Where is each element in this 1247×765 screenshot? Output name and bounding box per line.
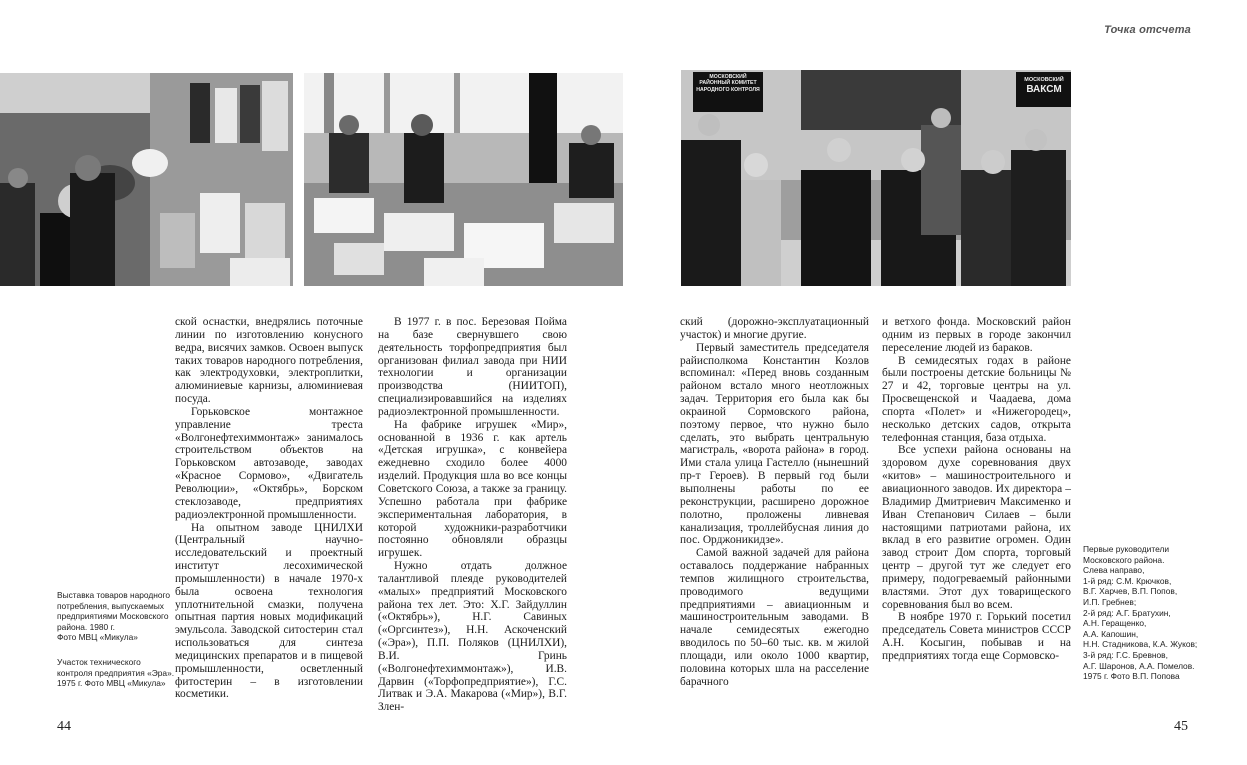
paragraph: Самой важной задачей для района оставалось поддержание набранных темпов жилищного строительства, проводимого ведущими предприятиями – авиационным и машиностроительным заводами. В начале семидесятых ежегодно вводилось по 50–60 тыс. кв. м жилой площади, или около 1000 квартир, половина которых шла на расселение барачного [680,547,869,688]
caption-technical-control: Участок технического контроля предприятия «Эра». 1975 г. Фото МВЦ «Микула» [57,657,175,689]
caption-goods-exhibition: Выставка товаров народного потребления, выпускаемых предприятиями Московского района. 1980 г. Фото МВЦ «Микула» [57,590,171,643]
paragraph: В семидесятых годах в районе были построены детские больницы № 27 и 42, торговые центры на ул. Просвещенской и Чаадаева, дома спорта «Полет» и «Нижегородец», несколько детских садов, открыта телефонная станция, база отдыха. [882,354,1071,444]
photo-sign-left: МОСКОВСКИЙ РАЙОННЫЙ КОМИТЕТ НАРОДНОГО КОНТРОЛЯ [696,74,760,93]
page-number-right: 45 [1174,719,1188,734]
caption-district-leaders: Первые руководители Московского района. Слева направо, 1-й ряд: С.М. Крючков, В.Г. Харчев, В.П. Попов, И.П. Гребнев; 2-й ряд: А.Г. Братухин, А.Н. Геращенко, А.А. Капошин, Н.Н. Стадникова, К.А. Жуков; 3-й ряд: Г.С. Бревнов, А.Г. Шаронов, А.А. Помелов. 1975 г. Фото В.П. Попова [1083,544,1198,682]
paragraph: В 1977 г. в пос. Березовая Пойма на базе свернувшего свою деятельность торфопредприятия был организован филиал завода при НИИ технологии и организации производства (НИИТОП), специализировавшийся на изделиях радиоэлектронной промышленности. [378,316,567,418]
paragraph: В ноябре 1970 г. Горький посетил председатель Совета министров СССР А.Н. Косыгин, побывав и на предприятиях тогда еще Сормовско- [882,611,1071,662]
paragraph: ской оснастки, внедрялись поточные линии по изготовлению конусного ведра, висячих замков. Освоен выпуск таких товаров народного потребления, как электродуховки, электроплитки, алюминиевые карнизы, алюминиевая посуда. [175,316,363,406]
page-number-left: 44 [57,719,71,734]
text-column-right-2 [882,316,1071,663]
paragraph: Все успехи района основаны на здоровом духе соревнования двух «китов» – машиностроительного и авиационного заводов. Их директора – Владимир Дмитриевич Максименко и Иван Степанович Силаев – были настоящими патриотами района, их вклад в его развитие огромен. Один завод строит Дом спорта, торговый центр – другой тут же следует его примеру, подогреваемый районными властями. Этот дух товарищеского соревнования был во всем. [882,444,1071,611]
running-header: Точка отсчета [1104,24,1191,36]
photo-district-leaders [681,70,1071,286]
paragraph: На опытном заводе ЦНИЛХИ (Центральный научно-исследовательский и проектный институт лесохимической промышленности) в начале 1970-х была освоена технология уплотнительной смазки, получена опытная партия новых модификаций эмульсола. Заводской ситостерин стал использоваться для синтеза медицинских препаратов и в пищевой промышленности, осветленный фитостерин – в изготовлении косметики. [175,521,363,701]
paragraph: Горьковское монтажное управление треста «Волгонефтехиммонтаж» занималось строительством объектов на Горьковском автозаводе, заводах «Красное Сормово», «Двигатель Революции», «Октябрь», Борском стеклозаводе, предприятиях радиоэлектронной промышленности. [175,405,363,521]
paragraph: Нужно отдать должное талантливой плеяде руководителей «малых» предприятий Московского района тех лет. Это: Х.Г. Зайдуллин («Октябрь»), Н.Г. Савиных («Оргсинтез»), Н.Н. Аскоченский («Эра»), П.П. Поляков (ЦНИЛХИ), В.И. Гринь («Волгонефтехиммонтаж»), И.В. Дарвин («Торфопредприятие»), Г.С. Литвак и Э.А. Макарова («Мир»), В.Г. Злен- [378,560,567,714]
photo-goods-exhibition [0,73,293,286]
paragraph: На фабрике игрушек «Мир», основанной в 1936 г. как артель «Детская игрушка», с конвейера ежедневно сходило более 4000 изделий. Продукция шла во все концы Советского Союза, а также за границу. Успешно работала при фабрике экспериментальная лаборатория, в которой художники-разработчики постоянно обновляли образцы игрушек. [378,418,567,560]
paragraph: Первый заместитель председателя райисполкома Константин Козлов вспоминал: «Перед вновь созданным районом встало много неотложных задач. Территория его была как бы окраиной Сормовского района, поэтому первое, что нужно было сделать, это выбрать центральную магистраль, «ворота района» в город. Ими стала улица Гастелло (нынешний пр-т Героев). В первый год были выполнены работы по ее реконструкции, расширено дорожное полотно, проложены ливневая канализация, троллейбусная линия до пос. Орджоникидзе». [680,341,869,547]
paragraph: ский (дорожно-эксплуатационный участок) и многие другие. [680,316,869,341]
photo-sign-right: МОСКОВСКИЙ ВАКСМ [1024,77,1064,95]
text-column-right-1 [680,316,869,688]
paragraph: и ветхого фонда. Московский район одним из первых в городе закончил переселение людей из бараков. [882,316,1071,354]
photo-technical-control [304,73,623,286]
text-column-left-2 [378,316,567,714]
text-column-left-1 [175,316,363,701]
